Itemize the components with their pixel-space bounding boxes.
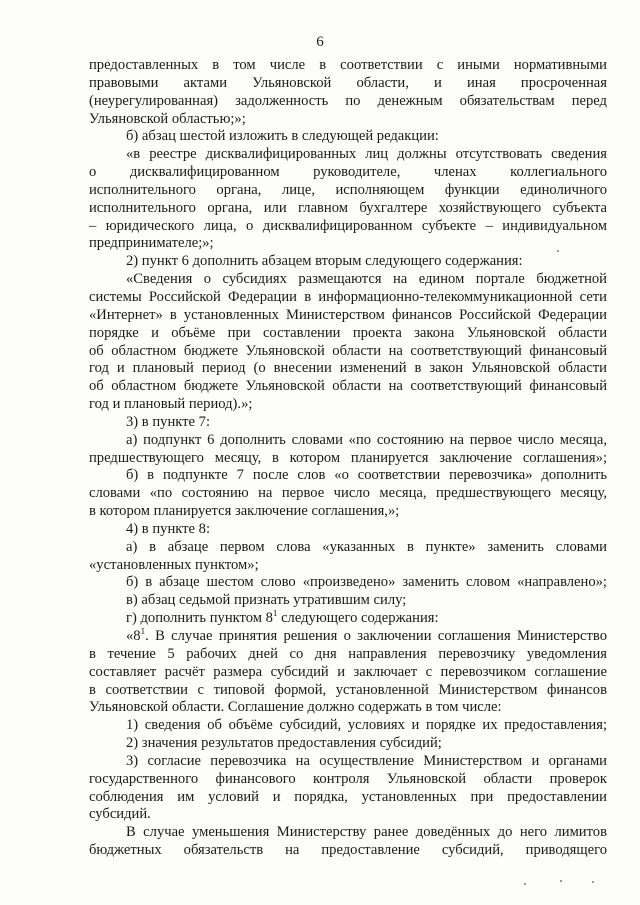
text-line: Ульяновской областью;»; [89, 110, 246, 127]
text-line: «установленных пунктом»; [89, 556, 259, 573]
text-line: в соответствии с типовой формой, установленной Министерством финансов [89, 681, 607, 698]
text-line: 4) в пункте 8: [126, 520, 211, 537]
document-body [89, 57, 607, 860]
text-line: порядке и объёме при составлении проекта закона Ульяновской области [89, 324, 607, 341]
text-line: б) абзац шестой изложить в следующей редакции: [126, 128, 439, 145]
text-line: «Интернет» в установленных Министерством финансов Российской Федерации [89, 306, 607, 323]
text-line: в течение 5 рабочих дней со дня направления перевозчику уведомления [89, 645, 607, 662]
text-line: 2) значения результатов предоставления субсидий; [126, 735, 442, 752]
text-line: соблюдения им условий и порядка, установленных при предоставлении [89, 788, 607, 805]
scan-speck [524, 883, 526, 885]
scan-speck [560, 880, 562, 882]
scan-speck [557, 250, 559, 252]
text-line: об областном бюджете Ульяновской области на соответствующий финансовый [89, 378, 607, 395]
text-line: правовыми актами Ульяновской области, и иная просроченная [89, 74, 607, 91]
text-line: б) в подпункте 7 после слов «о соответствии перевозчика» дополнить [126, 467, 607, 484]
text-line: об областном бюджете Ульяновской области на соответствующий финансовый [89, 342, 607, 359]
text-line: б) в абзаце шестом слово «произведено» заменить словом «направлено»; [126, 574, 607, 591]
text-line: исполнительного органа, или главном бухгалтере хозяйствующего субъекта [89, 199, 607, 216]
text-line: исполнительного органа, лице, исполняющем функции единоличного [89, 181, 607, 198]
text-line: «Сведения о субсидиях размещаются на едином портале бюджетной [126, 271, 607, 288]
text-line: предоставленных в том числе в соответствии с иными нормативными [89, 57, 607, 73]
text-line: 2) пункт 6 дополнить абзацем вторым следующего содержания: [126, 253, 523, 270]
text-line: субсидий. [89, 806, 151, 823]
text-line: в) абзац седьмой признать утратившим силу; [126, 592, 407, 609]
text-line: системы Российской Федерации в информационно-телекоммуникационной сети [89, 288, 607, 305]
text-line: 1) сведения об объёме субсидий, условиях и порядке их предоставления; [126, 717, 607, 734]
text-line: а) подпункт 6 дополнить словами «по состоянию на первое число месяца, [126, 431, 607, 448]
text-line: год и плановый период (о внесении изменений в закон Ульяновской области [89, 360, 607, 377]
text-line: в котором планируется заключение соглашения,»; [89, 503, 400, 520]
text-line: а) в абзаце первом слова «указанных в пункте» заменить словами [126, 538, 607, 555]
text-line: 3) согласие перевозчика на осуществление Министерством и органами [126, 752, 607, 769]
text-line: – юридического лица, о дисквалифицированном субъекте – индивидуальном [89, 217, 607, 234]
text-line: государственного финансового контроля Ульяновской области проверок [89, 770, 607, 787]
text-line: год и плановый период).»; [89, 396, 253, 413]
text-line: бюджетных обязательств на предоставление субсидий, приводящего [89, 842, 607, 859]
text-line: «$8^1$. В случае принятия решения о заключении соглашения Министерство [126, 628, 607, 644]
scan-speck [592, 881, 594, 883]
text-line: предпринимателе;»; [89, 235, 214, 252]
text-line: словами «по состоянию на первое число месяца, предшествующего месяцу, [89, 485, 607, 502]
text-line: г) дополнить пунктом $8^1$ следующего содержания: [126, 610, 439, 627]
text-line: 3) в пункте 7: [126, 413, 211, 430]
text-line: «в реестре дисквалифицированных лиц должны отсутствовать сведения [126, 146, 607, 163]
text-line: составляет расчёт размера субсидий и заключает с перевозчиком соглашение [89, 663, 607, 680]
text-line: Ульяновской области. Соглашение должно содержать в том числе: [89, 699, 502, 716]
text-line: предшествующего месяцу, в котором планируется заключение соглашения»; [89, 449, 607, 466]
page-number: 6 [316, 34, 324, 50]
text-line: В случае уменьшения Министерству ранее доведённых до него лимитов [126, 824, 607, 841]
text-line: о дисквалифицированном руководителе, членах коллегиального [89, 164, 607, 181]
text-line: (неурегулированная) задолженность по денежным обязательствам перед [89, 92, 607, 109]
